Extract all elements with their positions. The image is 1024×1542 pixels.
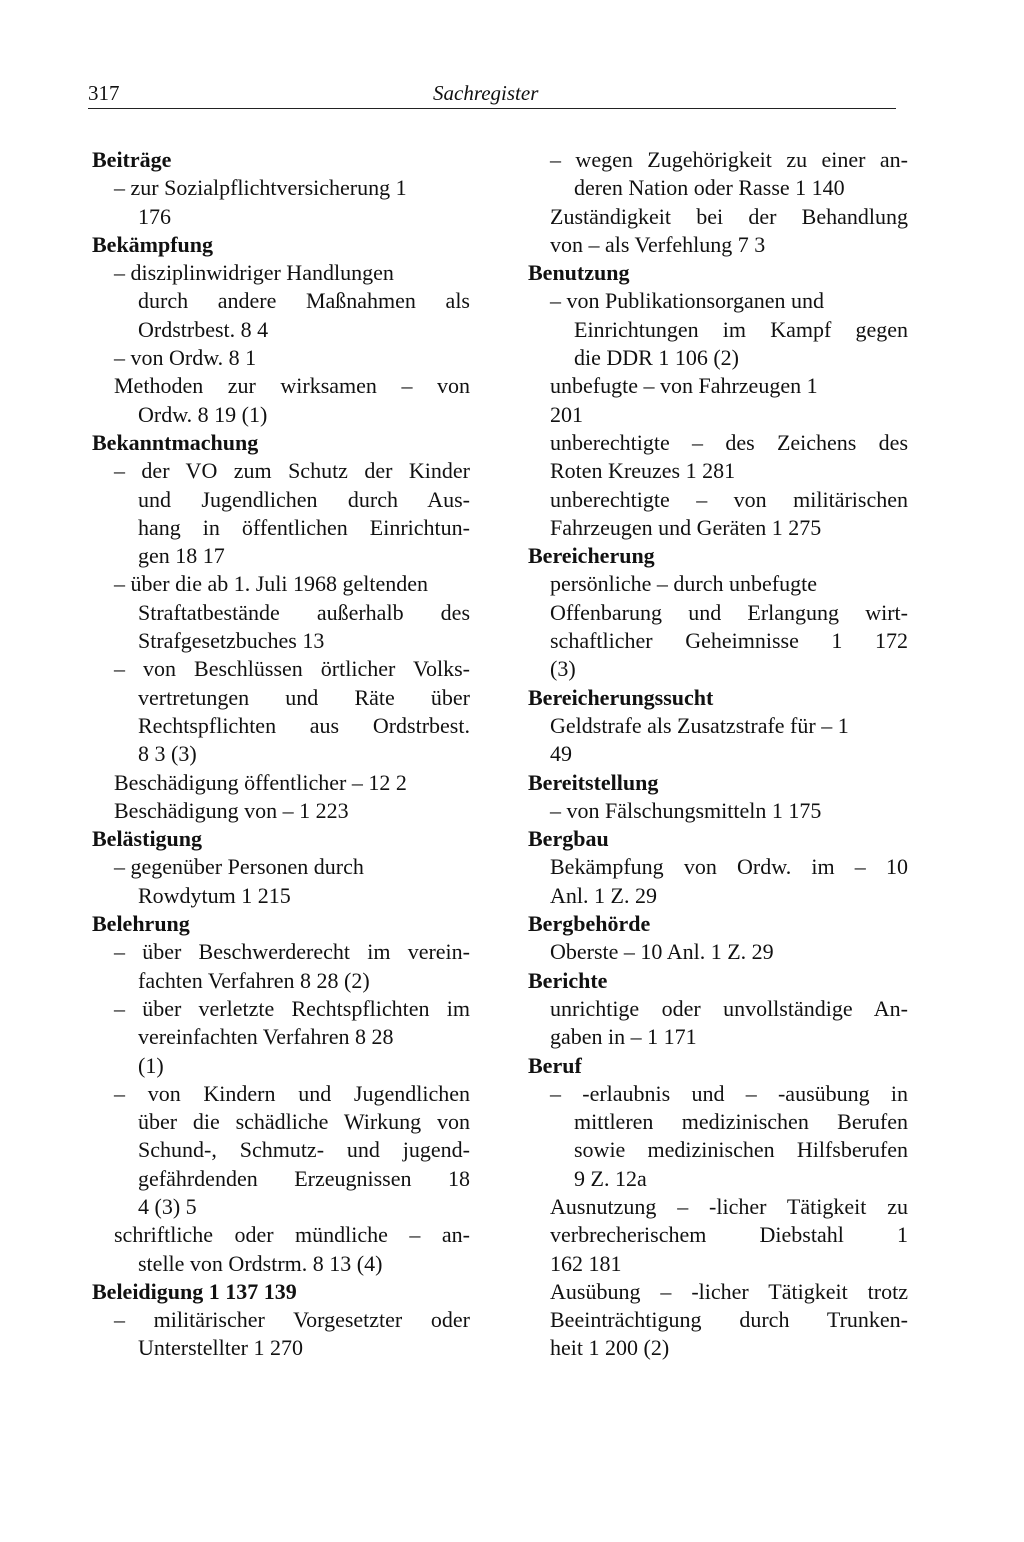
- index-entry-line: Methoden zur wirksamen – von: [114, 373, 470, 399]
- index-heading: Berichte: [528, 967, 608, 993]
- index-entry-line: Bekämpfung von Ordw. im – 10: [550, 854, 908, 880]
- index-entry-line: Anl. 1 Z. 29: [550, 882, 657, 908]
- index-entry-line: 4 (3) 5: [138, 1193, 197, 1219]
- index-heading: Belästigung: [92, 826, 203, 852]
- index-entry-line: Ausübung – -licher Tätigkeit trotz: [550, 1278, 908, 1304]
- index-heading: Belehrung: [92, 911, 190, 937]
- page-header: [88, 80, 896, 110]
- page-number: 317: [88, 81, 120, 105]
- index-entry-line: – über verletzte Rechtspflichten im: [114, 995, 470, 1021]
- index-entry-line: Offenbarung und Erlangung wirt-: [550, 599, 908, 625]
- index-heading: Bereitstellung: [528, 769, 659, 795]
- index-heading: Bekämpfung: [92, 231, 214, 257]
- index-entry-line: – -erlaubnis und – -ausübung in: [550, 1080, 908, 1106]
- index-entry-line: 49: [550, 741, 572, 767]
- index-heading: Bereicherung: [528, 543, 655, 569]
- index-entry-line: fachten Verfahren 8 28 (2): [138, 967, 370, 993]
- index-entry-line: schaftlicher Geheimnisse 1 172: [550, 628, 908, 654]
- index-entry-line: – über Beschwerderecht im verein-: [114, 939, 470, 965]
- index-entry-line: mittleren medizinischen Berufen: [574, 1109, 908, 1135]
- index-entry-line: unrichtige oder unvollständige An-: [550, 995, 908, 1021]
- index-entry-line: – wegen Zugehörigkeit zu einer an-: [550, 147, 908, 172]
- index-entry-line: schriftliche oder mündliche – an-: [114, 1222, 470, 1248]
- index-entry-line: 8 3 (3): [138, 741, 197, 767]
- index-entry-line: Einrichtungen im Kampf gegen: [574, 316, 908, 342]
- index-entry-line: heit 1 200 (2): [550, 1335, 670, 1361]
- index-entry-line: – disziplinwidriger Handlungen: [114, 260, 394, 286]
- index-entry-line: verbrecherischem Diebstahl 1: [550, 1222, 908, 1248]
- index-heading: Bergbau: [528, 826, 609, 852]
- index-entry-line: – von Ordw. 8 1: [114, 345, 257, 371]
- index-entry-line: Beeinträchtigung durch Trunken-: [550, 1307, 908, 1333]
- index-entry-line: 201: [550, 401, 583, 427]
- index-entry-line: Rechtspflichten aus Ordstrbest.: [138, 712, 470, 738]
- index-entry-line: – von Fälschungsmitteln 1 175: [550, 797, 822, 823]
- index-entry-line: gefährdenden Erzeugnissen 18: [138, 1165, 470, 1191]
- left-index-column: [92, 146, 470, 1363]
- index-entry-line: (3): [550, 656, 576, 682]
- index-heading: Bergbehörde: [528, 911, 651, 937]
- index-entry-line: – von Kindern und Jugendlichen: [114, 1080, 470, 1106]
- index-heading: Bekanntmachung: [92, 429, 259, 455]
- index-entry-line: Straftatbestände außerhalb des: [138, 599, 470, 625]
- index-entry-line: von – als Verfehlung 7 3: [550, 231, 766, 257]
- index-entry-line: über die schädliche Wirkung von: [138, 1109, 470, 1135]
- index-entry-line: stelle von Ordstrm. 8 13 (4): [138, 1250, 383, 1276]
- running-title: Sachregister: [433, 81, 539, 105]
- index-entry-line: Beschädigung von – 1 223: [114, 797, 349, 823]
- index-heading: Beiträge: [92, 147, 172, 172]
- index-entry-line: 176: [138, 203, 171, 229]
- index-entry-line: gen 18 17: [138, 543, 225, 569]
- index-entry-line: sowie medizinischen Hilfsberufen: [574, 1137, 908, 1163]
- index-entry-line: Roten Kreuzes 1 281: [550, 458, 736, 484]
- index-entry-line: (1): [138, 1052, 164, 1078]
- index-heading: Bereicherungssucht: [528, 684, 714, 710]
- index-entry-line: 162 181: [550, 1250, 622, 1276]
- index-entry-line: Zuständigkeit bei der Behandlung: [550, 203, 908, 229]
- index-entry-line: Unterstellter 1 270: [138, 1335, 303, 1361]
- index-entry-line: gaben in – 1 171: [550, 1024, 697, 1050]
- right-index-column: [528, 146, 908, 1363]
- index-entry-line: Fahrzeugen und Geräten 1 275: [550, 514, 822, 540]
- index-entry-line: – über die ab 1. Juli 1968 geltenden: [114, 571, 429, 597]
- index-entry-line: – der VO zum Schutz der Kinder: [114, 458, 470, 484]
- index-entry-line: – militärischer Vorgesetzter oder: [114, 1307, 470, 1333]
- index-entry-line: durch andere Maßnahmen als: [138, 288, 470, 314]
- index-entry-line: Ausnutzung – -licher Tätigkeit zu: [550, 1193, 908, 1219]
- index-entry-line: unbefugte – von Fahrzeugen 1: [550, 373, 818, 399]
- index-heading: Beruf: [528, 1052, 582, 1078]
- index-entry-line: – von Publikationsorganen und: [550, 288, 824, 314]
- index-heading: Benutzung: [528, 260, 630, 286]
- index-entry-line: Oberste – 10 Anl. 1 Z. 29: [550, 939, 774, 965]
- header-rule: [88, 108, 896, 109]
- index-entry-line: Schund-, Schmutz- und jugend-: [138, 1137, 470, 1163]
- index-entry-line: Beschädigung öffentlicher – 12 2: [114, 769, 407, 795]
- index-entry-line: die DDR 1 106 (2): [574, 345, 739, 371]
- index-entry-line: – zur Sozialpflichtversicherung 1: [114, 175, 407, 201]
- index-entry-line: vertretungen und Räte über: [138, 684, 470, 710]
- index-entry-line: unberechtigte – des Zeichens des: [550, 429, 908, 455]
- index-entry-line: Rowdytum 1 215: [138, 882, 291, 908]
- index-entry-line: Strafgesetzbuches 13: [138, 628, 325, 654]
- index-heading: Beleidigung 1 137 139: [92, 1278, 297, 1304]
- index-entry-line: Ordw. 8 19 (1): [138, 401, 268, 427]
- index-entry-line: persönliche – durch unbefugte: [550, 571, 817, 597]
- index-entry-line: unberechtigte – von militärischen: [550, 486, 908, 512]
- index-entry-line: hang in öffentlichen Einrichtun-: [138, 514, 470, 540]
- index-entry-line: Ordstrbest. 8 4: [138, 316, 269, 342]
- index-entry-line: vereinfachten Verfahren 8 28: [138, 1024, 394, 1050]
- index-entry-line: – gegenüber Personen durch: [114, 854, 364, 880]
- index-entry-line: Geldstrafe als Zusatzstrafe für – 1: [550, 712, 849, 738]
- index-entry-line: 9 Z. 12a: [574, 1165, 647, 1191]
- index-entry-line: – von Beschlüssen örtlicher Volks-: [114, 656, 470, 682]
- index-entry-line: deren Nation oder Rasse 1 140: [574, 175, 845, 201]
- index-entry-line: und Jugendlichen durch Aus-: [138, 486, 470, 512]
